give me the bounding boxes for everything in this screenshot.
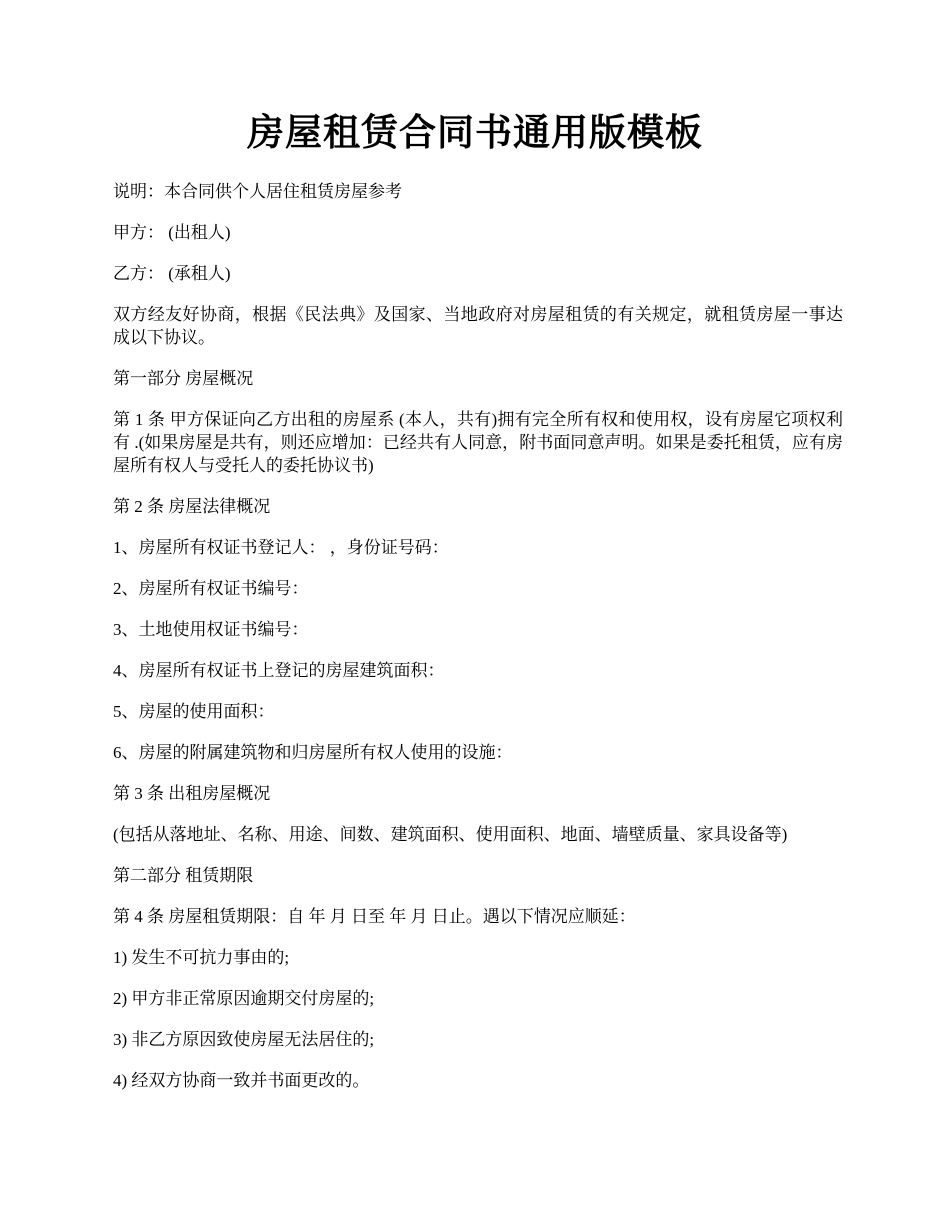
- section-heading-1: 第一部分 房屋概况: [113, 369, 254, 388]
- list-item: 3、土地使用权证书编号：: [113, 620, 309, 639]
- list-item: 1) 发生不可抗力事由的;: [113, 948, 290, 967]
- document-body: [113, 180, 843, 1110]
- list-item: 5、房屋的使用面积：: [113, 702, 275, 721]
- paragraph-intro: 双方经友好协商，根据《民法典》及国家、当地政府对房屋租赁的有关规定，就租赁房屋一事达成以下协议。: [113, 305, 843, 347]
- article-3-detail: (包括从落地址、名称、用途、间数、建筑面积、使用面积、地面、墙壁质量、家具设备等): [113, 825, 788, 844]
- paragraph-note: 说明：本合同供个人居住租赁房屋参考: [113, 182, 402, 201]
- article-4: 第 4 条 房屋租赁期限：自 年 月 日至 年 月 日止。遇以下情况应顺延：: [113, 907, 636, 926]
- list-item: 6、房屋的附属建筑物和归房屋所有权人使用的设施：: [113, 743, 513, 762]
- article-2-heading: 第 2 条 房屋法律概况: [113, 497, 271, 516]
- list-item: 4、房屋所有权证书上登记的房屋建筑面积：: [113, 661, 445, 680]
- list-item: 1、房屋所有权证书登记人： ，身份证号码：: [113, 538, 449, 557]
- paragraph-party-a: 甲方： (出租人): [113, 223, 231, 242]
- list-item: 4) 经双方协商一致并书面更改的。: [113, 1071, 370, 1090]
- article-3-heading: 第 3 条 出租房屋概况: [113, 784, 271, 803]
- section-heading-2: 第二部分 租赁期限: [113, 866, 254, 885]
- document-title: 房屋租赁合同书通用版模板: [247, 113, 703, 154]
- article-1: 第 1 条 甲方保证向乙方出租的房屋系 (本人，共有)拥有完全所有权和使用权，设有房屋它项权利有 .(如果房屋是共有，则还应增加：已经共有人同意，附书面同意声明。如果是委托租赁，应有房屋所有权人与受托人的委托协议书): [113, 410, 843, 475]
- list-item: 3) 非乙方原因致使房屋无法居住的;: [113, 1030, 375, 1049]
- list-item: 2、房屋所有权证书编号：: [113, 579, 309, 598]
- paragraph-party-b: 乙方： (承租人): [113, 264, 231, 283]
- list-item: 2) 甲方非正常原因逾期交付房屋的;: [113, 989, 375, 1008]
